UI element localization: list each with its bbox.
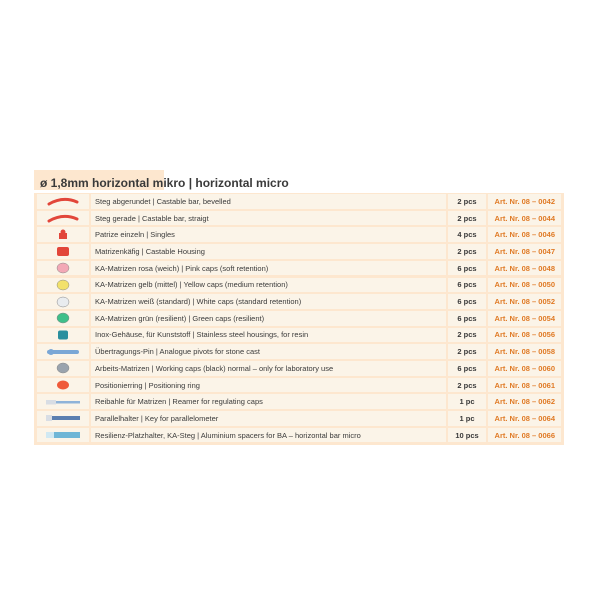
- article-number: Art. Nr. 08 – 0044: [488, 211, 561, 226]
- product-description: KA-Matrizen weiß (standard) | White caps (standard retention): [91, 294, 446, 309]
- analogue-pivot-icon: [37, 344, 89, 359]
- product-quantity: 2 pcs: [448, 194, 486, 209]
- product-description: Matrizenkäfig | Castable Housing: [91, 244, 446, 259]
- pink-cap-icon: [37, 261, 89, 276]
- article-number: Art. Nr. 08 – 0056: [488, 328, 561, 343]
- product-quantity: 10 pcs: [448, 428, 486, 443]
- table-row: [34, 277, 564, 294]
- green-cap-icon: [37, 311, 89, 326]
- reamer-icon: [37, 394, 89, 409]
- article-number: Art. Nr. 08 – 0061: [488, 378, 561, 393]
- white-cap-icon: [37, 294, 89, 309]
- castable-bar-bevelled-icon: [37, 194, 89, 209]
- product-quantity: 2 pcs: [448, 211, 486, 226]
- section-title: ø 1,8mm horizontal mikro | horizontal micro: [40, 176, 289, 190]
- product-quantity: 6 pcs: [448, 278, 486, 293]
- article-number: Art. Nr. 08 – 0048: [488, 261, 561, 276]
- table-row: [34, 310, 564, 327]
- product-quantity: 2 pcs: [448, 378, 486, 393]
- product-description: KA-Matrizen grün (resilient) | Green caps (resilient): [91, 311, 446, 326]
- product-description: Reibahle für Matrizen | Reamer for regulating caps: [91, 394, 446, 409]
- product-description: Positionierring | Positioning ring: [91, 378, 446, 393]
- product-quantity: 4 pcs: [448, 227, 486, 242]
- product-quantity: 2 pcs: [448, 344, 486, 359]
- positioning-ring-icon: [37, 378, 89, 393]
- product-description: Steg gerade | Castable bar, straigt: [91, 211, 446, 226]
- product-quantity: 1 pc: [448, 411, 486, 426]
- product-description: Patrize einzeln | Singles: [91, 227, 446, 242]
- table-row: [34, 343, 564, 360]
- table-row: [34, 226, 564, 243]
- table-row: [34, 193, 564, 210]
- table-row: [34, 410, 564, 427]
- article-number: Art. Nr. 08 – 0060: [488, 361, 561, 376]
- product-description: Parallelhalter | Key for parallelometer: [91, 411, 446, 426]
- steel-housing-icon: [37, 328, 89, 343]
- table-row: [34, 393, 564, 410]
- working-cap-icon: [37, 361, 89, 376]
- table-row: [34, 260, 564, 277]
- product-quantity: 6 pcs: [448, 311, 486, 326]
- product-description: KA-Matrizen gelb (mittel) | Yellow caps (medium retention): [91, 278, 446, 293]
- product-description: Resilienz-Platzhalter, KA-Steg | Aluminium spacers for BA – horizontal bar micro: [91, 428, 446, 443]
- product-quantity: 6 pcs: [448, 361, 486, 376]
- article-number: Art. Nr. 08 – 0054: [488, 311, 561, 326]
- article-number: Art. Nr. 08 – 0050: [488, 278, 561, 293]
- product-description: KA-Matrizen rosa (weich) | Pink caps (soft retention): [91, 261, 446, 276]
- article-number: Art. Nr. 08 – 0064: [488, 411, 561, 426]
- table-row: [34, 427, 564, 444]
- yellow-cap-icon: [37, 278, 89, 293]
- patrix-single-icon: [37, 227, 89, 242]
- product-description: Arbeits-Matrizen | Working caps (black) normal – only for laboratory use: [91, 361, 446, 376]
- article-number: Art. Nr. 08 – 0066: [488, 428, 561, 443]
- article-number: Art. Nr. 08 – 0062: [488, 394, 561, 409]
- castable-bar-straight-icon: [37, 211, 89, 226]
- article-number: Art. Nr. 08 – 0042: [488, 194, 561, 209]
- product-table: [34, 193, 564, 445]
- product-quantity: 6 pcs: [448, 261, 486, 276]
- parallelometer-key-icon: [37, 411, 89, 426]
- castable-housing-icon: [37, 244, 89, 259]
- product-description: Übertragungs-Pin | Analogue pivots for stone cast: [91, 344, 446, 359]
- table-row: [34, 377, 564, 394]
- product-quantity: 2 pcs: [448, 244, 486, 259]
- product-quantity: 6 pcs: [448, 294, 486, 309]
- product-description: Steg abgerundet | Castable bar, bevelled: [91, 194, 446, 209]
- table-row: [34, 327, 564, 344]
- product-quantity: 1 pc: [448, 394, 486, 409]
- table-row: [34, 360, 564, 377]
- product-description: Inox-Gehäuse, für Kunststoff | Stainless steel housings, for resin: [91, 328, 446, 343]
- article-number: Art. Nr. 08 – 0046: [488, 227, 561, 242]
- article-number: Art. Nr. 08 – 0058: [488, 344, 561, 359]
- product-quantity: 2 pcs: [448, 328, 486, 343]
- article-number: Art. Nr. 08 – 0047: [488, 244, 561, 259]
- table-row: [34, 210, 564, 227]
- table-row: [34, 243, 564, 260]
- aluminium-spacer-icon: [37, 428, 89, 443]
- article-number: Art. Nr. 08 – 0052: [488, 294, 561, 309]
- table-row: [34, 293, 564, 310]
